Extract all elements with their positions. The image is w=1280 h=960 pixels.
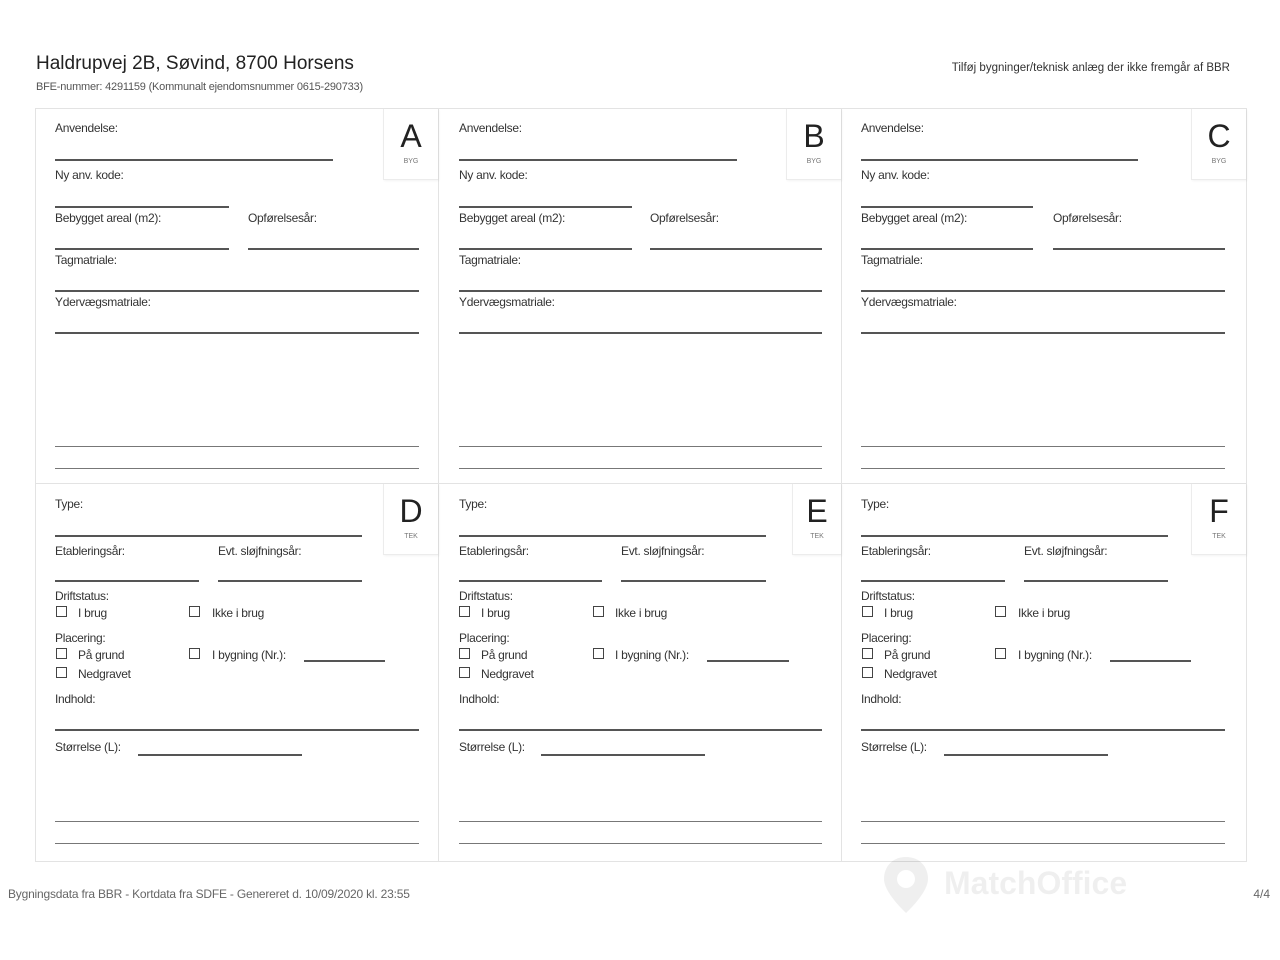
card-tag bbox=[1191, 109, 1246, 180]
opfoerelsesaar-label: Opførelsesår: bbox=[650, 211, 719, 225]
bebygget-areal-field[interactable] bbox=[55, 248, 229, 250]
anvendelse-field[interactable] bbox=[55, 159, 333, 161]
anvendelse-label: Anvendelse: bbox=[861, 121, 924, 135]
card-letter: E bbox=[806, 493, 828, 529]
ikke-i-brug-checkbox[interactable] bbox=[995, 606, 1006, 617]
bebygget-areal-label: Bebygget areal (m2): bbox=[861, 211, 968, 225]
etablering-label: Etableringsår: bbox=[55, 544, 125, 558]
indhold-label: Indhold: bbox=[459, 692, 500, 706]
card-code: BYG bbox=[1211, 158, 1227, 165]
notes-line[interactable] bbox=[459, 821, 822, 822]
i-bygning-checkbox[interactable] bbox=[189, 648, 200, 659]
notes-line[interactable] bbox=[55, 821, 419, 822]
matchoffice-watermark bbox=[880, 855, 1140, 915]
i-brug-label: I brug bbox=[78, 606, 107, 620]
ydervaeg-field[interactable] bbox=[459, 332, 822, 334]
page-number: 4/4 bbox=[1253, 887, 1270, 901]
type-field[interactable] bbox=[459, 535, 766, 537]
sloejfning-label: Evt. sløjfningsår: bbox=[1024, 544, 1108, 558]
paa-grund-label: På grund bbox=[481, 648, 528, 662]
notes-line[interactable] bbox=[861, 446, 1225, 447]
etablering-field[interactable] bbox=[55, 580, 199, 582]
notes-line[interactable] bbox=[861, 468, 1225, 469]
tagmatriale-label: Tagmatriale: bbox=[861, 253, 923, 267]
sloejfning-label: Evt. sløjfningsår: bbox=[218, 544, 302, 558]
nedgravet-checkbox[interactable] bbox=[56, 667, 67, 678]
opfoerelsesaar-field[interactable] bbox=[248, 248, 419, 250]
ydervaeg-field[interactable] bbox=[55, 332, 419, 334]
ydervaeg-field[interactable] bbox=[861, 332, 1225, 334]
opfoerelsesaar-field[interactable] bbox=[650, 248, 822, 250]
ydervaeg-label: Ydervægsmatriale: bbox=[459, 295, 555, 309]
ny-anv-kode-label: Ny anv. kode: bbox=[861, 168, 930, 182]
i-brug-label: I brug bbox=[481, 606, 510, 620]
card-code: BYG bbox=[403, 158, 419, 165]
anvendelse-label: Anvendelse: bbox=[55, 121, 118, 135]
sloejfning-field[interactable] bbox=[621, 580, 766, 582]
bebygget-areal-field[interactable] bbox=[459, 248, 632, 250]
ikke-i-brug-label: Ikke i brug bbox=[615, 606, 668, 620]
card-tag bbox=[786, 109, 841, 180]
notes-line[interactable] bbox=[55, 843, 419, 844]
placering-label: Placering: bbox=[55, 631, 106, 645]
card-code: BYG bbox=[806, 158, 822, 165]
nedgravet-checkbox[interactable] bbox=[862, 667, 873, 678]
technical-card-f bbox=[842, 484, 1246, 861]
ikke-i-brug-checkbox[interactable] bbox=[189, 606, 200, 617]
card-code: TEK bbox=[404, 533, 418, 540]
i-bygning-label: I bygning (Nr.): bbox=[615, 648, 689, 662]
ny-anv-kode-field[interactable] bbox=[55, 206, 229, 208]
watermark-text: MatchOffice bbox=[944, 865, 1128, 901]
i-bygning-nr-field[interactable] bbox=[707, 660, 789, 662]
paa-grund-checkbox[interactable] bbox=[862, 648, 873, 659]
sloejfning-label: Evt. sløjfningsår: bbox=[621, 544, 705, 558]
building-card-b bbox=[439, 109, 842, 484]
paa-grund-checkbox[interactable] bbox=[56, 648, 67, 659]
tagmatriale-field[interactable] bbox=[459, 290, 822, 292]
placering-label: Placering: bbox=[459, 631, 510, 645]
anvendelse-field[interactable] bbox=[861, 159, 1138, 161]
card-tag bbox=[1191, 484, 1246, 555]
ydervaeg-label: Ydervægsmatriale: bbox=[861, 295, 957, 309]
card-code: TEK bbox=[1212, 533, 1226, 540]
placering-label: Placering: bbox=[861, 631, 912, 645]
technical-card-d bbox=[36, 484, 439, 861]
ny-anv-kode-label: Ny anv. kode: bbox=[55, 168, 124, 182]
i-brug-checkbox[interactable] bbox=[459, 606, 470, 617]
indhold-field[interactable] bbox=[459, 729, 822, 731]
paa-grund-label: På grund bbox=[884, 648, 931, 662]
type-field[interactable] bbox=[55, 535, 362, 537]
notes-line[interactable] bbox=[459, 843, 822, 844]
card-letter: F bbox=[1209, 493, 1229, 529]
card-letter: C bbox=[1207, 118, 1231, 154]
i-bygning-checkbox[interactable] bbox=[593, 648, 604, 659]
etablering-label: Etableringsår: bbox=[459, 544, 529, 558]
bebygget-areal-field[interactable] bbox=[861, 248, 1033, 250]
etablering-field[interactable] bbox=[459, 580, 602, 582]
ikke-i-brug-label: Ikke i brug bbox=[212, 606, 265, 620]
type-field[interactable] bbox=[861, 535, 1168, 537]
i-bygning-nr-field[interactable] bbox=[304, 660, 385, 662]
stoerrelse-field[interactable] bbox=[541, 754, 705, 756]
notes-line[interactable] bbox=[55, 468, 419, 469]
notes-line[interactable] bbox=[55, 446, 419, 447]
driftstatus-label: Driftstatus: bbox=[459, 589, 513, 603]
ny-anv-kode-label: Ny anv. kode: bbox=[459, 168, 528, 182]
card-tag bbox=[383, 484, 438, 555]
tagmatriale-label: Tagmatriale: bbox=[55, 253, 117, 267]
card-code: TEK bbox=[810, 533, 824, 540]
driftstatus-label: Driftstatus: bbox=[861, 589, 915, 603]
tagmatriale-label: Tagmatriale: bbox=[459, 253, 521, 267]
location-pin-icon bbox=[880, 855, 932, 915]
tagmatriale-field[interactable] bbox=[55, 290, 419, 292]
opfoerelsesaar-label: Opførelsesår: bbox=[1053, 211, 1122, 225]
stoerrelse-field[interactable] bbox=[944, 754, 1108, 756]
type-label: Type: bbox=[459, 497, 487, 511]
anvendelse-label: Anvendelse: bbox=[459, 121, 522, 135]
i-brug-checkbox[interactable] bbox=[56, 606, 67, 617]
sloejfning-field[interactable] bbox=[1024, 580, 1168, 582]
i-bygning-nr-field[interactable] bbox=[1110, 660, 1191, 662]
indhold-label: Indhold: bbox=[861, 692, 902, 706]
i-bygning-checkbox[interactable] bbox=[995, 648, 1006, 659]
opfoerelsesaar-label: Opførelsesår: bbox=[248, 211, 317, 225]
card-letter: A bbox=[400, 118, 422, 154]
bfe-number: BFE-nummer: 4291159 (Kommunalt ejendomsnummer 0615-290733) bbox=[36, 81, 363, 93]
i-brug-label: I brug bbox=[884, 606, 913, 620]
footer-source: Bygningsdata fra BBR - Kortdata fra SDFE - Genereret d. 10/09/2020 kl. 23:55 bbox=[8, 887, 410, 901]
indhold-field[interactable] bbox=[861, 729, 1225, 731]
indhold-label: Indhold: bbox=[55, 692, 96, 706]
nedgravet-label: Nedgravet bbox=[78, 667, 131, 681]
stoerrelse-label: Størrelse (L): bbox=[861, 740, 927, 754]
type-label: Type: bbox=[55, 497, 83, 511]
card-letter: B bbox=[803, 118, 825, 154]
nedgravet-label: Nedgravet bbox=[884, 667, 937, 681]
ny-anv-kode-field[interactable] bbox=[861, 206, 1033, 208]
building-card-a bbox=[36, 109, 439, 484]
card-tag bbox=[383, 109, 438, 180]
notes-line[interactable] bbox=[459, 468, 822, 469]
i-bygning-label: I bygning (Nr.): bbox=[1018, 648, 1092, 662]
notes-line[interactable] bbox=[459, 446, 822, 447]
nedgravet-checkbox[interactable] bbox=[459, 667, 470, 678]
stoerrelse-label: Størrelse (L): bbox=[55, 740, 121, 754]
driftstatus-label: Driftstatus: bbox=[55, 589, 109, 603]
tagmatriale-field[interactable] bbox=[861, 290, 1225, 292]
notes-line[interactable] bbox=[861, 821, 1225, 822]
paa-grund-label: På grund bbox=[78, 648, 125, 662]
add-buildings-note: Tilføj bygninger/teknisk anlæg der ikke fremgår af BBR bbox=[951, 62, 1230, 74]
etablering-field[interactable] bbox=[861, 580, 1005, 582]
card-tag bbox=[792, 484, 841, 555]
card-letter: D bbox=[399, 493, 423, 529]
opfoerelsesaar-field[interactable] bbox=[1053, 248, 1225, 250]
stoerrelse-field[interactable] bbox=[138, 754, 302, 756]
ikke-i-brug-label: Ikke i brug bbox=[1018, 606, 1071, 620]
type-label: Type: bbox=[861, 497, 889, 511]
indhold-field[interactable] bbox=[55, 729, 419, 731]
paa-grund-checkbox[interactable] bbox=[459, 648, 470, 659]
bebygget-areal-label: Bebygget areal (m2): bbox=[55, 211, 162, 225]
sloejfning-field[interactable] bbox=[218, 580, 362, 582]
building-card-c bbox=[842, 109, 1246, 484]
anvendelse-field[interactable] bbox=[459, 159, 737, 161]
property-address: Haldrupvej 2B, Søvind, 8700 Horsens bbox=[36, 53, 354, 74]
i-bygning-label: I bygning (Nr.): bbox=[212, 648, 286, 662]
technical-card-e bbox=[439, 484, 842, 861]
i-brug-checkbox[interactable] bbox=[862, 606, 873, 617]
nedgravet-label: Nedgravet bbox=[481, 667, 534, 681]
etablering-label: Etableringsår: bbox=[861, 544, 931, 558]
stoerrelse-label: Størrelse (L): bbox=[459, 740, 525, 754]
ikke-i-brug-checkbox[interactable] bbox=[593, 606, 604, 617]
ydervaeg-label: Ydervægsmatriale: bbox=[55, 295, 151, 309]
notes-line[interactable] bbox=[861, 843, 1225, 844]
ny-anv-kode-field[interactable] bbox=[459, 206, 632, 208]
bebygget-areal-label: Bebygget areal (m2): bbox=[459, 211, 566, 225]
building-forms-grid bbox=[35, 108, 1247, 862]
